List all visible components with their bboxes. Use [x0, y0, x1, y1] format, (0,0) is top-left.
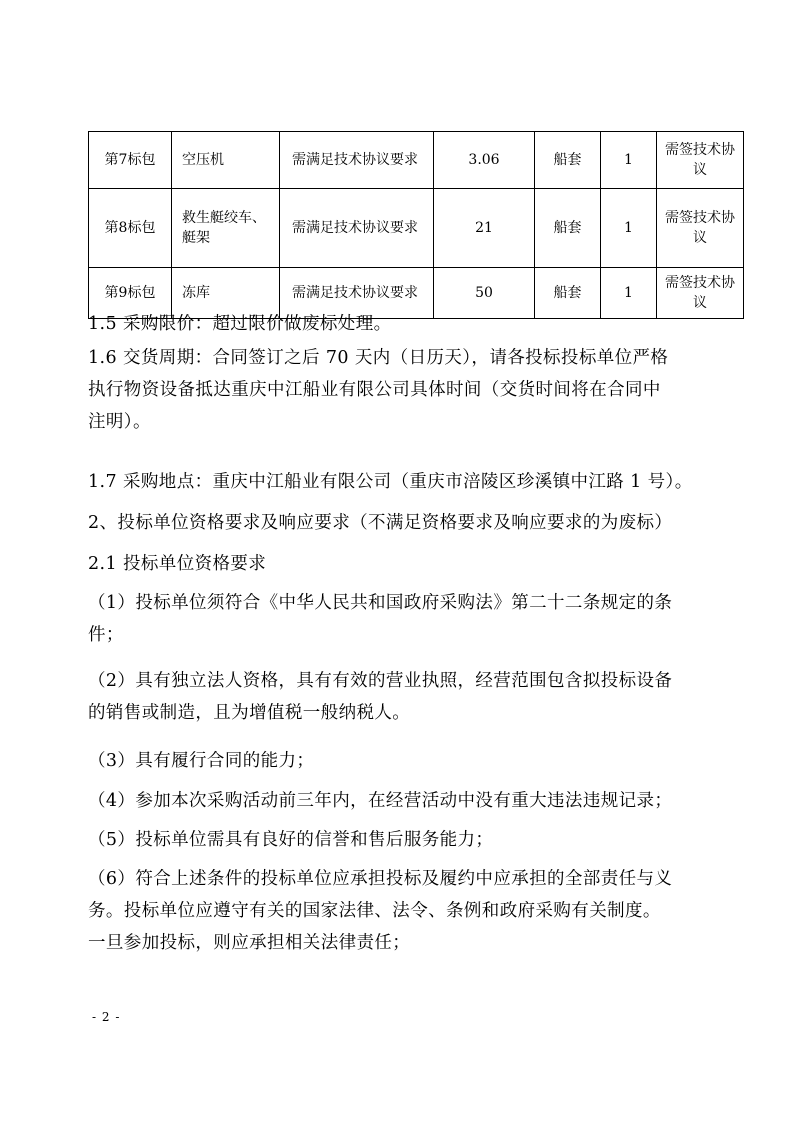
- requirement-item-6: [88, 863, 748, 959]
- text-line: 1.6 交货周期：合同签订之后 70 天内（日历天），请各投标投标单位严格: [88, 348, 669, 368]
- quantity-cell: 1: [601, 132, 657, 189]
- lot-cell: 第8标包: [89, 189, 172, 268]
- requirement-cell: 需满足技术协议要求: [280, 189, 434, 268]
- section-2-heading: [88, 507, 748, 539]
- quantity-cell: 1: [601, 268, 657, 319]
- text-line: 执行物资设备抵达重庆中江船业有限公司具体时间（交货时间将在合同中: [88, 380, 661, 400]
- note-cell: 需签技术协议: [657, 189, 744, 268]
- text-line: 2、投标单位资格要求及响应要求（不满足资格要求及响应要求的为废标）: [88, 513, 673, 533]
- paragraph-1-5: [88, 308, 748, 340]
- item-name-line: 救生艇绞车、: [182, 210, 266, 226]
- section-2-1-heading: [88, 548, 748, 580]
- unit-cell: 船套: [535, 132, 601, 189]
- requirement-item-3: [88, 745, 748, 777]
- paragraph-1-7: [88, 466, 748, 498]
- item-name-cell: 空压机: [172, 132, 280, 189]
- lot-cell: 第9标包: [89, 268, 172, 319]
- text-line: （2）具有独立法人资格，具有有效的营业执照，经营范围包含拟投标设备: [88, 671, 673, 691]
- requirement-item-4: [88, 785, 748, 817]
- text-line: 一旦参加投标，则应承担相关法律责任；: [88, 933, 411, 953]
- text-line: （5）投标单位需具有良好的信誉和售后服务能力；: [88, 830, 494, 850]
- requirement-item-5: [88, 824, 748, 856]
- page-number: - 2 -: [92, 1010, 121, 1024]
- text-line: （4）参加本次采购活动前三年内，在经营活动中没有重大违法违规记录；: [88, 791, 673, 811]
- text-line: 务。投标单位应遵守有关的国家法律、法令、条例和政府采购有关制度。: [88, 901, 661, 921]
- price-cell: 3.06: [434, 132, 535, 189]
- price-cell: 50: [434, 268, 535, 319]
- unit-cell: 船套: [535, 189, 601, 268]
- quantity-cell: 1: [601, 189, 657, 268]
- unit-cell: 船套: [535, 268, 601, 319]
- text-line: 1.5 采购限价：超过限价做废标处理。: [88, 314, 392, 334]
- paragraph-1-6: [88, 342, 748, 438]
- item-name-line: 艇架: [182, 230, 210, 246]
- note-cell: 需签技术协议: [657, 268, 744, 319]
- text-line: 1.7 采购地点：重庆中江船业有限公司（重庆市涪陵区珍溪镇中江路 1 号）。: [88, 472, 693, 492]
- lot-table: [88, 131, 744, 319]
- price-cell: 21: [434, 189, 535, 268]
- table-row: [89, 189, 744, 268]
- table-row: [89, 132, 744, 189]
- requirement-cell: 需满足技术协议要求: [280, 268, 434, 319]
- note-cell: 需签技术协议: [657, 132, 744, 189]
- text-line: （6）符合上述条件的投标单位应承担投标及履约中应承担的全部责任与义: [88, 869, 673, 889]
- item-name-cell: [172, 189, 280, 268]
- requirement-item-2: [88, 665, 748, 729]
- lot-cell: 第7标包: [89, 132, 172, 189]
- requirement-item-1: [88, 587, 748, 651]
- text-line: （3）具有履行合同的能力；: [88, 751, 315, 771]
- requirement-cell: 需满足技术协议要求: [280, 132, 434, 189]
- item-name-cell: 冻库: [172, 268, 280, 319]
- text-line: （1）投标单位须符合《中华人民共和国政府采购法》第二十二条规定的条: [88, 593, 673, 613]
- text-line: 2.1 投标单位资格要求: [88, 554, 267, 574]
- text-line: 件；: [88, 625, 124, 645]
- text-line: 注明）。: [88, 412, 151, 432]
- text-line: 的销售或制造，且为增值税一般纳税人。: [88, 703, 411, 723]
